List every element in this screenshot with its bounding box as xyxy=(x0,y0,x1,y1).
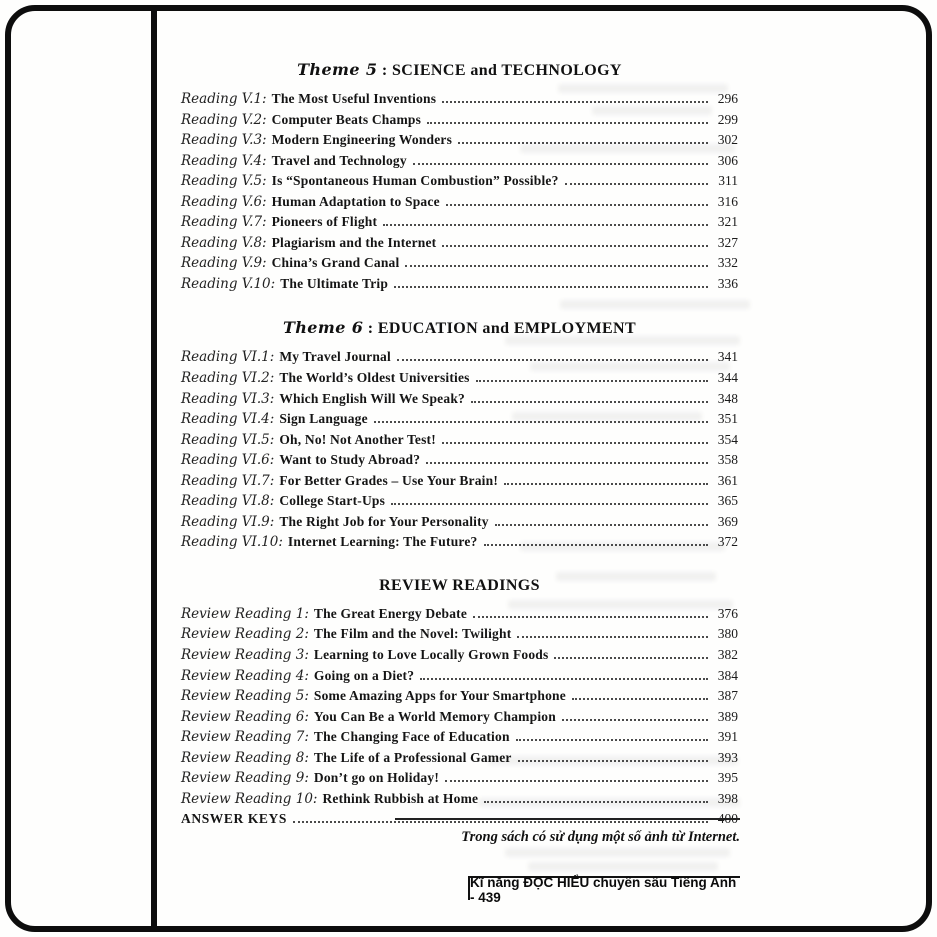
dot-leader xyxy=(445,780,708,782)
toc-row xyxy=(181,727,738,748)
toc-entry-title: The Great Energy Debate xyxy=(313,605,468,621)
section-heading-text: REVIEW READINGS xyxy=(379,576,540,594)
toc-entry-title: Oh, No! Not Another Test! xyxy=(279,431,436,447)
toc-entry-title: The World’s Oldest Universities xyxy=(279,370,470,386)
toc-entry-label: Review Reading 5: xyxy=(181,688,309,705)
footer-text: Kĩ năng ĐỌC HIỂU chuyên sâu Tiếng Anh - 439 xyxy=(470,875,737,905)
toc-entry-label: Review Reading 4: xyxy=(181,667,309,684)
dot-leader xyxy=(420,678,708,680)
toc-row xyxy=(181,666,738,687)
toc-row xyxy=(181,110,738,131)
toc-entry-label: Reading VI.3: xyxy=(181,390,275,407)
toc-entry-page-number: 382 xyxy=(717,647,738,663)
dot-leader xyxy=(572,698,708,700)
page-footer xyxy=(468,875,740,905)
toc-entry-page-number: 358 xyxy=(717,452,738,468)
toc-entry-page-number: 336 xyxy=(717,275,738,291)
dot-leader xyxy=(397,359,708,361)
toc-entry-page-number: 369 xyxy=(717,513,738,529)
toc-row xyxy=(181,645,738,666)
toc-row xyxy=(181,253,738,274)
toc-entry-label: Review Reading 6: xyxy=(181,708,309,725)
toc-entry-label: Reading V.9: xyxy=(181,255,267,272)
toc-entry-page-number: 341 xyxy=(717,349,738,365)
toc-entry-page-number: 332 xyxy=(717,255,738,271)
toc-row xyxy=(181,430,738,451)
toc-entry-page-number: 302 xyxy=(717,132,738,148)
dot-leader xyxy=(476,380,708,382)
toc-entry-page-number: 348 xyxy=(717,390,738,406)
toc-entry-title: China’s Grand Canal xyxy=(271,255,400,271)
toc-entry-page-number: 400 xyxy=(717,811,738,827)
toc-entry-label: Reading VI.7: xyxy=(181,472,275,489)
dot-leader xyxy=(442,442,708,444)
section-heading-script: Theme 6 xyxy=(282,318,364,338)
toc-entry-title: Plagiarism and the Internet xyxy=(271,234,437,250)
toc-entry-label: Review Reading 7: xyxy=(181,729,309,746)
toc-entry-page-number: 344 xyxy=(717,370,738,386)
dot-leader xyxy=(446,204,708,206)
toc-entry-title: For Better Grades – Use Your Brain! xyxy=(279,472,499,488)
toc-entry-title: ANSWER KEYS xyxy=(181,811,287,827)
section-heading-script: Theme 5 xyxy=(297,60,378,79)
dot-leader xyxy=(504,483,708,485)
section-heading xyxy=(181,60,738,80)
toc-entry-title: College Start-Ups xyxy=(279,493,386,509)
toc-row xyxy=(181,192,738,213)
toc-entry-label: Reading V.10: xyxy=(181,275,276,292)
dot-leader xyxy=(383,224,708,226)
internet-note-text: Trong sách có sử dụng một số ảnh từ Internet. xyxy=(461,829,740,845)
toc-entry-label: Reading VI.9: xyxy=(181,513,275,530)
showthrough-ghost xyxy=(505,848,730,857)
dot-leader xyxy=(565,183,708,185)
toc-entry-title: Some Amazing Apps for Your Smartphone xyxy=(313,688,566,704)
section-heading xyxy=(181,318,738,338)
dot-leader xyxy=(484,801,708,803)
dot-leader xyxy=(458,142,708,144)
toc-entry-page-number: 351 xyxy=(717,411,738,427)
toc-entry-title: Computer Beats Champs xyxy=(271,111,422,127)
toc-row xyxy=(181,130,738,151)
toc-row xyxy=(181,624,738,645)
section-heading xyxy=(181,577,738,595)
toc-entry-title: Sign Language xyxy=(279,411,368,427)
toc-entry-label: Reading VI.4: xyxy=(181,411,275,428)
toc-entry-label: Reading VI.8: xyxy=(181,493,275,510)
toc-entry-label: Review Reading 3: xyxy=(181,647,309,664)
toc-entry-page-number: 395 xyxy=(717,770,738,786)
book-edge-line xyxy=(151,10,157,927)
toc-entry-page-number: 316 xyxy=(717,193,738,209)
toc-entry-page-number: 387 xyxy=(717,688,738,704)
toc-row xyxy=(181,171,738,192)
toc-entry-label: Reading VI.6: xyxy=(181,452,275,469)
toc-row xyxy=(181,707,738,728)
toc-row xyxy=(181,768,738,789)
toc-entry-title: Modern Engineering Wonders xyxy=(271,132,453,148)
toc-entry-page-number: 321 xyxy=(717,214,738,230)
toc-entry-page-number: 393 xyxy=(717,749,738,765)
dot-leader xyxy=(473,616,708,618)
toc-entry-label: Reading V.2: xyxy=(181,111,267,128)
toc-row xyxy=(181,151,738,172)
toc-entry-title: You Can Be a World Memory Champion xyxy=(313,708,556,724)
dot-leader xyxy=(394,286,708,288)
section-heading-text: : EDUCATION and EMPLOYMENT xyxy=(363,320,637,338)
toc-entry-title: Human Adaptation to Space xyxy=(271,193,440,209)
toc-entry-title: Want to Study Abroad? xyxy=(279,452,421,468)
dot-leader xyxy=(484,544,708,546)
toc-entry-label: Review Reading 9: xyxy=(181,770,309,787)
toc-row xyxy=(181,389,738,410)
toc-entry-label: Review Reading 1: xyxy=(181,605,309,622)
toc-row xyxy=(181,233,738,254)
toc-entry-label: Reading VI.10: xyxy=(181,534,283,551)
toc-entry-title: Pioneers of Flight xyxy=(271,214,378,230)
toc-entry-label: Review Reading 10: xyxy=(181,790,318,807)
toc-entry-title: Travel and Technology xyxy=(271,152,407,168)
toc-entry-page-number: 398 xyxy=(717,790,738,806)
toc-entry-label: Reading V.5: xyxy=(181,173,267,190)
toc-entry-title: The Most Useful Inventions xyxy=(271,91,437,106)
toc-entry-label: Review Reading 8: xyxy=(181,749,309,766)
internet-note xyxy=(395,818,740,846)
toc-row xyxy=(181,274,738,295)
toc-entry-title: Is “Spontaneous Human Combustion” Possible? xyxy=(271,173,559,189)
toc-entry-label: Review Reading 2: xyxy=(181,626,309,643)
toc-entry-label: Reading VI.1: xyxy=(181,349,275,366)
toc-entry-label: Reading V.4: xyxy=(181,152,267,169)
toc xyxy=(181,60,738,829)
dot-leader xyxy=(442,245,708,247)
toc-entry-title: Rethink Rubbish at Home xyxy=(322,790,479,806)
dot-leader xyxy=(495,524,708,526)
toc-entry-page-number: 365 xyxy=(717,493,738,509)
showthrough-ghost xyxy=(528,862,718,871)
dot-leader xyxy=(413,163,708,165)
toc-entry-title: Learning to Love Locally Grown Foods xyxy=(313,647,549,663)
toc-row xyxy=(181,604,738,625)
toc-entry-label: Reading V.1: xyxy=(181,91,267,107)
toc-row xyxy=(181,450,738,471)
toc-entry-page-number: 296 xyxy=(717,91,738,106)
toc-entry-title: My Travel Journal xyxy=(279,349,391,365)
dot-leader xyxy=(427,122,708,124)
dot-leader xyxy=(405,265,708,267)
toc-row xyxy=(181,347,738,368)
dot-leader xyxy=(518,760,708,762)
toc-row xyxy=(181,368,738,389)
toc-entry-label: Reading V.7: xyxy=(181,214,267,231)
dot-leader xyxy=(391,503,708,505)
toc-entry-title: Don’t go on Holiday! xyxy=(313,770,440,786)
toc-entry-label: Reading V.3: xyxy=(181,132,267,149)
dot-leader xyxy=(426,462,708,464)
toc-entry-page-number: 311 xyxy=(718,173,738,189)
dot-leader xyxy=(442,101,708,103)
toc-entry-page-number: 380 xyxy=(717,626,738,642)
toc-entry-title: Going on a Diet? xyxy=(313,667,415,683)
toc-entry-title: Which English Will We Speak? xyxy=(279,390,465,406)
dot-leader xyxy=(554,657,708,659)
toc-row xyxy=(181,491,738,512)
toc-entry-page-number: 354 xyxy=(717,431,738,447)
toc-entry-page-number: 372 xyxy=(717,534,738,550)
dot-leader xyxy=(471,401,708,403)
toc-row xyxy=(181,512,738,533)
dot-leader xyxy=(517,636,708,638)
toc-entry-label: Reading VI.2: xyxy=(181,370,275,387)
toc-row xyxy=(181,532,738,553)
toc-entry-page-number: 327 xyxy=(717,234,738,250)
toc-entry-page-number: 376 xyxy=(717,605,738,621)
toc-entry-page-number: 361 xyxy=(717,472,738,488)
toc-entry-title: The Changing Face of Education xyxy=(313,729,510,745)
dot-leader xyxy=(374,421,708,423)
toc-entry-title: Internet Learning: The Future? xyxy=(287,534,478,550)
toc-entry-page-number: 384 xyxy=(717,667,738,683)
toc-entry-title: The Life of a Professional Gamer xyxy=(313,749,512,765)
section-heading-text: : SCIENCE and TECHNOLOGY xyxy=(377,62,622,79)
toc-row xyxy=(181,212,738,233)
toc-row xyxy=(181,89,738,110)
toc-entry-page-number: 299 xyxy=(717,111,738,127)
dot-leader xyxy=(562,719,708,721)
toc-entry-page-number: 391 xyxy=(717,729,738,745)
toc-entry-label: Reading VI.5: xyxy=(181,431,275,448)
toc-row xyxy=(181,686,738,707)
dot-leader xyxy=(516,739,708,741)
toc-row xyxy=(181,748,738,769)
toc-row xyxy=(181,409,738,430)
toc-entry-title: The Film and the Novel: Twilight xyxy=(313,626,512,642)
toc-row xyxy=(181,471,738,492)
toc-entry-page-number: 389 xyxy=(717,708,738,724)
toc-entry-label: Reading V.8: xyxy=(181,234,267,251)
toc-entry-title: The Right Job for Your Personality xyxy=(279,513,489,529)
toc-row xyxy=(181,789,738,810)
toc-entry-page-number: 306 xyxy=(717,152,738,168)
toc-entry-label: Reading V.6: xyxy=(181,193,267,210)
toc-entry-title: The Ultimate Trip xyxy=(280,275,389,291)
